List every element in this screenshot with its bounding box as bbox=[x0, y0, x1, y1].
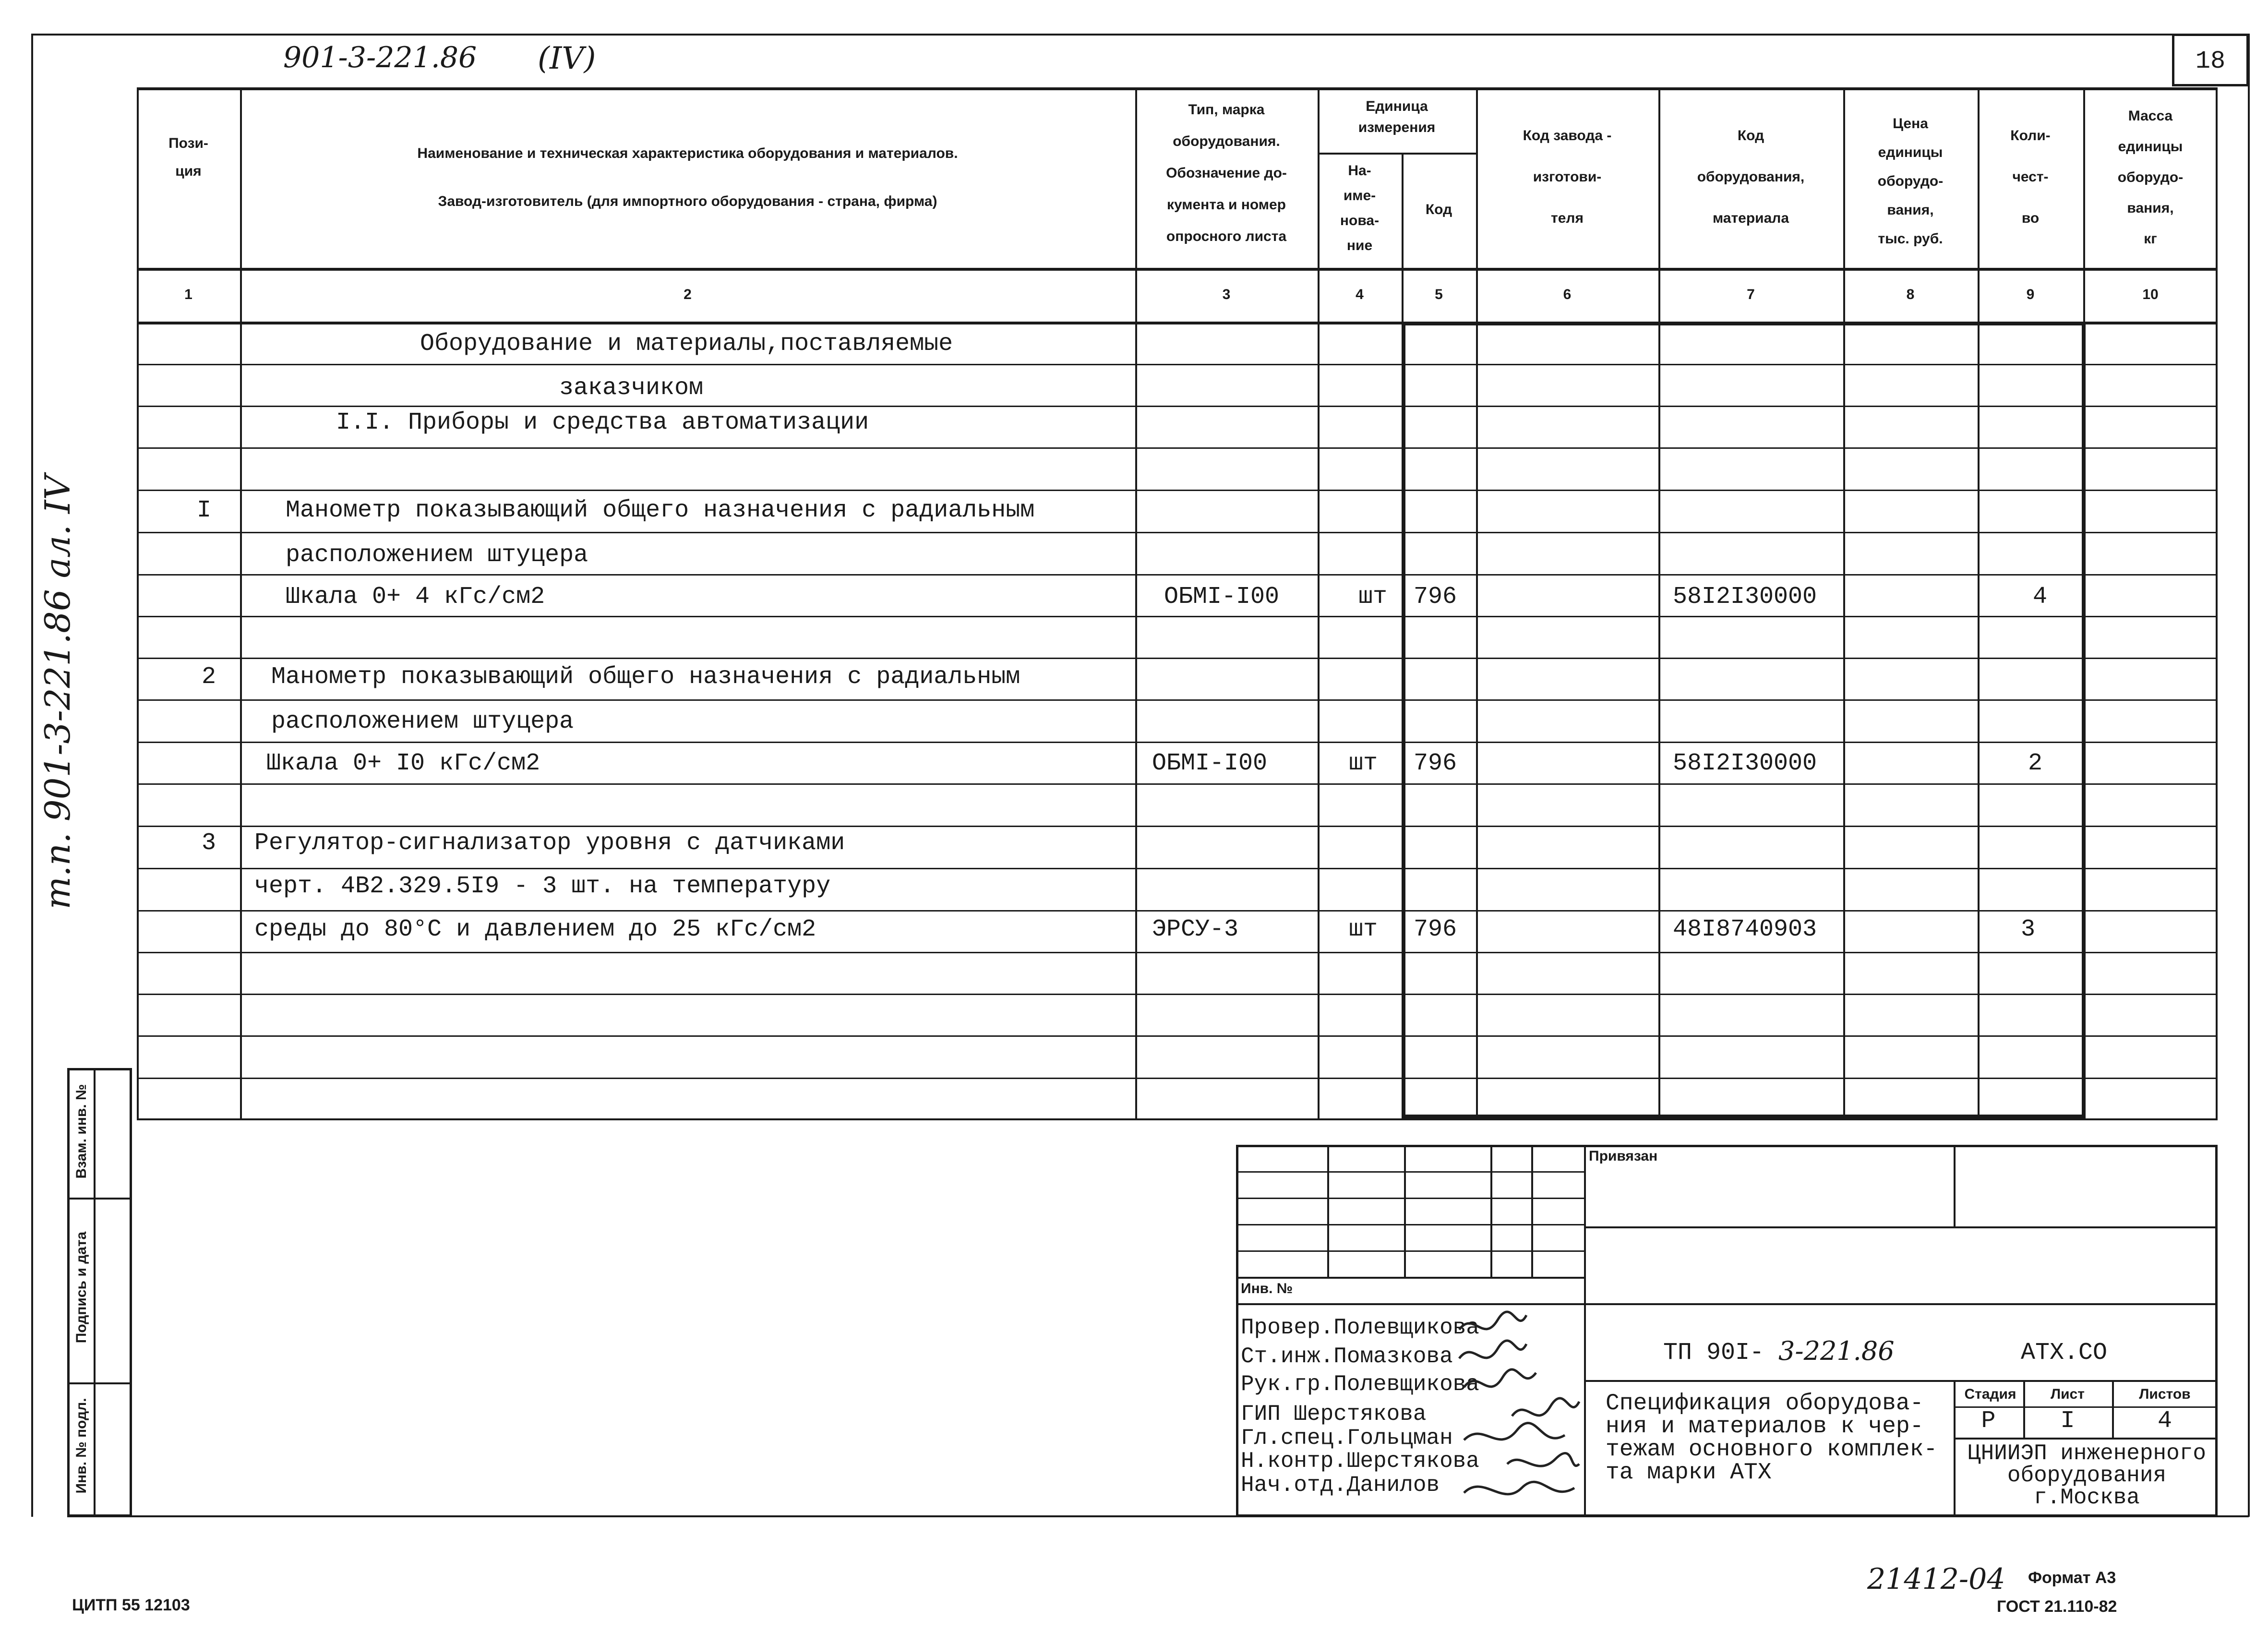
row-line bbox=[137, 364, 2218, 365]
row-line bbox=[137, 952, 2218, 953]
tb-hline bbox=[1236, 1277, 1584, 1279]
tb-vline bbox=[1404, 1145, 1406, 1277]
col8-header: Цена единицы оборудо- вания, тыс. руб. bbox=[1877, 116, 1944, 247]
sheets-label: Листов bbox=[2139, 1386, 2191, 1402]
spec-description: Спецификация оборудова- ния и материалов к чер- тежам основного комплек- та марки АТХ bbox=[1606, 1391, 1938, 1486]
highlight-block bbox=[1402, 322, 2086, 1118]
signer-7: Нач.отд.Данилов bbox=[1241, 1473, 1440, 1498]
item3-code: 796 bbox=[1414, 916, 1457, 943]
item1-unit: шт bbox=[1358, 583, 1388, 611]
signer-6: Н.контр.Шерстякова bbox=[1241, 1449, 1479, 1474]
item3-position: 3 bbox=[202, 829, 216, 857]
tb-vline bbox=[1954, 1380, 1956, 1517]
organization: ЦНИИЭП инженерного оборудования г.Москва bbox=[1968, 1441, 2206, 1510]
item1-name-line3: Шкала 0+ 4 кГс/см2 bbox=[286, 583, 545, 611]
subsection-title: I.I. Приборы и средства автоматизации bbox=[336, 409, 869, 436]
row-line bbox=[137, 616, 2218, 617]
signer-1: Провер.Полевщикова bbox=[1241, 1315, 1479, 1340]
signer-3: Рук.гр.Полевщикова bbox=[1241, 1372, 1479, 1397]
col4-header: На- име- нова- ние bbox=[1340, 163, 1380, 253]
row-line bbox=[137, 1078, 2218, 1079]
tb-vline bbox=[1954, 1145, 1956, 1226]
row-line bbox=[137, 783, 2218, 785]
tb-vline bbox=[1584, 1145, 1586, 1517]
col3-header: Тип, марка оборудования. Обозначение до- кумента и номер опросного листа bbox=[1166, 102, 1287, 244]
sheet-number: 18 bbox=[2195, 47, 2226, 75]
row-line bbox=[137, 994, 2218, 995]
item2-position: 2 bbox=[202, 663, 216, 691]
col1-header: Пози- ция bbox=[168, 135, 208, 179]
col10-header: Масса единицы оборудо- вания, кг bbox=[2117, 108, 2184, 247]
col9-header: Коли- чест- во bbox=[2010, 128, 2051, 226]
col7-header: Код оборудования, материала bbox=[1697, 128, 1805, 226]
row-line bbox=[137, 742, 2218, 743]
item1-code: 796 bbox=[1414, 583, 1457, 611]
stage-label: Стадия bbox=[1964, 1386, 2016, 1402]
privyazan-label: Привязан bbox=[1589, 1148, 1658, 1164]
tb-hline bbox=[1584, 1380, 2218, 1382]
side-note: т.п. 901-3-221.86 ал. IV bbox=[37, 475, 78, 910]
col45-header: Единица измерения bbox=[1358, 98, 1436, 135]
col-number-7: 7 bbox=[1747, 287, 1755, 302]
item2-name-line3: Шкала 0+ I0 кГс/см2 bbox=[266, 750, 540, 777]
col-number-6: 6 bbox=[1563, 287, 1572, 302]
item1-position: I bbox=[197, 497, 212, 524]
item1-equip-code: 58I2I30000 bbox=[1673, 583, 1817, 611]
tb-hline bbox=[1236, 1250, 1584, 1252]
table-bottom bbox=[137, 1118, 2218, 1120]
table-top bbox=[137, 87, 2218, 90]
item2-qty: 2 bbox=[2028, 750, 2043, 777]
item1-qty: 4 bbox=[2033, 583, 2048, 611]
item2-type: ОБМI-I00 bbox=[1152, 750, 1268, 777]
item1-name-line2: расположением штуцера bbox=[286, 541, 588, 569]
row-line bbox=[137, 868, 2218, 869]
frame-left bbox=[31, 34, 33, 1517]
doc-code-prefix: ТП 90I- bbox=[1663, 1339, 1764, 1367]
tb-hline bbox=[1236, 1224, 1584, 1225]
col-number-8: 8 bbox=[1906, 287, 1915, 302]
unit-subheader-line bbox=[1318, 153, 1476, 155]
item3-unit: шт bbox=[1349, 916, 1378, 943]
tb-hline bbox=[1236, 1171, 1584, 1173]
item2-name-line2: расположением штуцера bbox=[271, 708, 574, 735]
signature-scribbles bbox=[1454, 1310, 1584, 1512]
item3-name-line1: Регулятор-сигнализатор уровня с датчиками bbox=[254, 829, 845, 857]
section-title-line2: заказчиком bbox=[559, 374, 704, 402]
item2-code: 796 bbox=[1414, 750, 1457, 777]
col-number-1: 1 bbox=[184, 287, 192, 302]
item3-name-line3: среды до 80°С и давлением до 25 кГс/см2 bbox=[254, 916, 816, 943]
sheets-value: 4 bbox=[2157, 1407, 2172, 1435]
row-line bbox=[137, 532, 2218, 533]
tb-hline bbox=[1954, 1438, 2218, 1440]
tb-vline bbox=[1490, 1145, 1492, 1277]
row-line bbox=[137, 447, 2218, 449]
row-line bbox=[137, 574, 2218, 576]
tb-hline bbox=[1236, 1198, 1584, 1199]
frame-right bbox=[2248, 34, 2250, 1517]
side-stamp-inv-podl: Инв. № подл. bbox=[73, 1398, 89, 1494]
sheet-label: Лист bbox=[2051, 1386, 2085, 1402]
section-title-line1: Оборудование и материалы,поставляемые bbox=[420, 330, 953, 358]
item1-type: ОБМI-I00 bbox=[1164, 583, 1280, 611]
side-stamp-signature-date: Подпись и дата bbox=[73, 1231, 89, 1344]
item2-name-line1: Манометр показывающий общего назначения с радиальным bbox=[271, 663, 1020, 691]
item3-qty: 3 bbox=[2021, 916, 2036, 943]
tb-hline bbox=[1584, 1226, 2218, 1228]
sheet-value: I bbox=[2060, 1407, 2075, 1435]
header-bottom bbox=[137, 268, 2218, 271]
signer-2: Ст.инж.Помазкова bbox=[1241, 1344, 1453, 1369]
signer-5: Гл.спец.Гольцман bbox=[1241, 1426, 1453, 1451]
row-line bbox=[137, 910, 2218, 912]
col-number-5: 5 bbox=[1435, 287, 1443, 302]
item3-equip-code: 48I8740903 bbox=[1673, 916, 1817, 943]
tb-vline bbox=[1531, 1145, 1533, 1277]
item2-unit: шт bbox=[1349, 750, 1378, 777]
tb-vline bbox=[1327, 1145, 1329, 1277]
footer-format: Формат А3 bbox=[2028, 1569, 2116, 1587]
mark-code: АТХ.СО bbox=[2021, 1339, 2108, 1367]
col-number-3: 3 bbox=[1222, 287, 1231, 302]
stage-value: Р bbox=[1981, 1407, 1996, 1435]
volume-handwritten: (IV) bbox=[538, 41, 596, 76]
signer-4: ГИП Шерстякова bbox=[1241, 1402, 1427, 1427]
col-number-2: 2 bbox=[684, 287, 692, 302]
col-number-4: 4 bbox=[1356, 287, 1364, 302]
row-line bbox=[137, 699, 2218, 701]
item3-name-line2: черт. 4В2.329.5I9 - 3 шт. на температуру bbox=[254, 873, 831, 900]
row-line bbox=[137, 1035, 2218, 1037]
col6-header: Код завода - изготови- теля bbox=[1523, 128, 1612, 226]
row-line bbox=[137, 658, 2218, 659]
doc-code-handwritten: 3-221.86 bbox=[1778, 1336, 1895, 1366]
footer-left: ЦИТП 55 12103 bbox=[72, 1596, 190, 1614]
item1-name-line1: Манометр показывающий общего назначения с радиальным bbox=[286, 497, 1035, 524]
col-line-0 bbox=[137, 87, 139, 1119]
tb-hline bbox=[1236, 1303, 2218, 1305]
row-line bbox=[137, 490, 2218, 491]
frame-top bbox=[31, 34, 2249, 36]
row-line bbox=[137, 406, 2218, 407]
side-stamp-divider bbox=[94, 1068, 96, 1517]
col-line-1 bbox=[240, 87, 242, 1119]
col-number-9: 9 bbox=[2026, 287, 2035, 302]
col2-header: Наименование и техническая характеристика оборудования и материалов. Завод-изготовитель (для импортного оборудования - страна, фирма) bbox=[417, 145, 958, 209]
footer-handwritten-number: 21412-04 bbox=[1867, 1562, 2005, 1596]
row-line bbox=[137, 826, 2218, 827]
doc-number-handwritten: 901-3-221.86 bbox=[283, 41, 477, 74]
item3-type: ЭРСУ-3 bbox=[1152, 916, 1239, 943]
col5-header: Код bbox=[1425, 202, 1452, 217]
item2-equip-code: 58I2I30000 bbox=[1673, 750, 1817, 777]
footer-gost: ГОСТ 21.110-82 bbox=[1997, 1597, 2117, 1616]
inv-no-label: Инв. № bbox=[1241, 1281, 1293, 1296]
col-number-10: 10 bbox=[2142, 287, 2159, 302]
side-stamp-vzam-inv: Взам. инв. № bbox=[73, 1084, 89, 1179]
